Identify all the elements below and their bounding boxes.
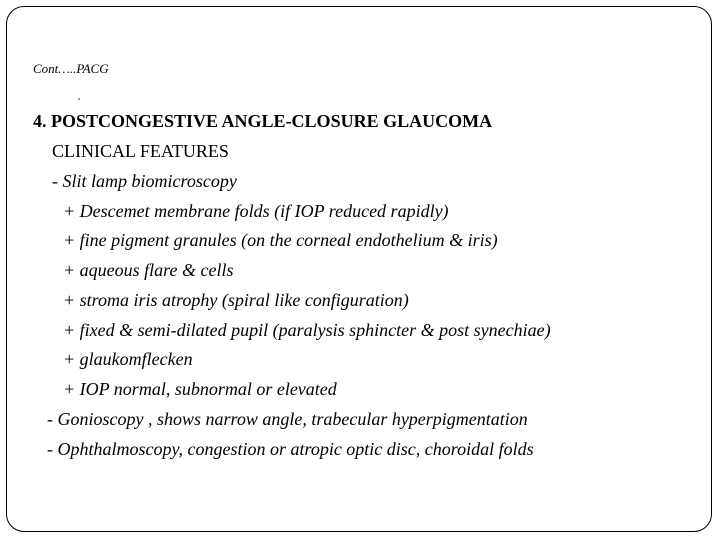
sub-bullet-iris-atrophy: + stroma iris atrophy (spiral like configuration) [63, 290, 409, 310]
slide-header: Cont…..PACG [33, 61, 109, 76]
sub-bullet-iop: + IOP normal, subnormal or elevated [63, 379, 337, 399]
bullet-gonioscopy: - Gonioscopy , shows narrow angle, trabecular hyperpigmentation [47, 409, 528, 429]
sub-bullet-glaukomflecken: + glaukomflecken [63, 349, 193, 369]
section-heading: CLINICAL FEATURES [52, 141, 229, 161]
slide-title: 4. POSTCONGESTIVE ANGLE-CLOSURE GLAUCOMA [33, 111, 493, 131]
sub-bullet-aqueous-flare: + aqueous flare & cells [63, 260, 234, 280]
decorative-dot [78, 98, 80, 100]
bullet-slit-lamp: - Slit lamp biomicroscopy [52, 171, 237, 191]
bullet-ophthalmoscopy: - Ophthalmoscopy, congestion or atropic optic disc, choroidal folds [47, 439, 534, 459]
sub-bullet-pigment-granules: + fine pigment granules (on the corneal endothelium & iris) [63, 230, 498, 250]
sub-bullet-descemet-folds: + Descemet membrane folds (if IOP reduced rapidly) [63, 201, 449, 221]
sub-bullet-pupil: + fixed & semi-dilated pupil (paralysis sphincter & post synechiae) [63, 320, 551, 340]
